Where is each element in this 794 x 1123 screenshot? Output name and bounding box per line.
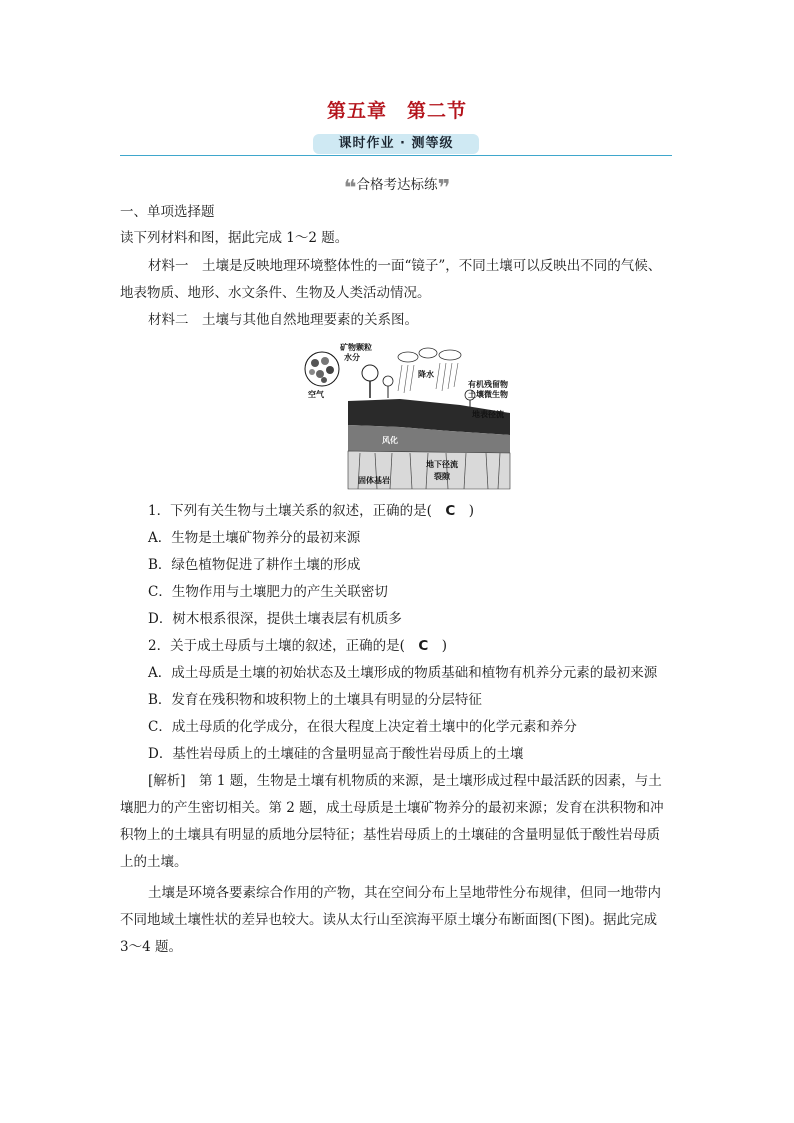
label-mineral: 矿物颗粒 [340, 343, 372, 352]
label-runoff: 地表径流 [472, 410, 504, 419]
part-title: 一、单项选择题 [120, 204, 215, 220]
question-1-prefix: 1．下列有关生物与土壤关系的叙述，正确的是( [148, 503, 446, 519]
question-2-option-b: B．发育在残积物和坡积物上的土壤具有明显的分层特征 [148, 692, 482, 708]
material-one-line1: 材料一 土壤是反映地理环境整体性的一面“镜子”，不同土壤可以反映出不同的气候、 [148, 258, 662, 274]
label-groundwater: 地下径流 [426, 460, 458, 469]
question-2-option-a: A．成土母质是土壤的初始状态及土壤形成的物质基础和植物有机养分元素的最初来源 [148, 665, 658, 681]
question-1-option-a: A．生物是土壤矿物养分的最初来源 [148, 530, 361, 546]
analysis-line3: 积物上的土壤具有明显的质地分层特征；基性岩母质上的土壤硅的含量明显低于酸性岩母质 [120, 827, 660, 843]
question-1-suffix: ) [455, 503, 475, 519]
material-one-line2: 地表物质、地形、水文条件、生物及人类活动情况。 [120, 285, 431, 301]
question-2-stem [148, 637, 447, 655]
analysis-line2: 壤肥力的产生密切相关。第 2 题，成土母质是土壤矿物养分的最初来源；发育在洪积物和冲 [120, 800, 664, 816]
label-air: 空气 [308, 390, 324, 399]
question-2-answer: C [418, 638, 429, 654]
material-two: 材料二 土壤与其他自然地理要素的关系图。 [148, 312, 418, 328]
section-tag-label: 合格考达标练 [356, 177, 438, 193]
label-rain: 降水 [418, 370, 434, 379]
question-1-option-c: C．生物作用与土壤肥力的产生关联密切 [148, 584, 388, 600]
analysis-line4: 上的土壤。 [120, 854, 188, 870]
question-1-option-b: B．绿色植物促进了耕作土壤的形成 [148, 557, 361, 573]
paragraph-line3: 3～4 题。 [120, 939, 182, 955]
label-fissure: 裂隙 [434, 472, 450, 481]
soil-particle-icon [305, 352, 339, 386]
chapter-title: 第五章 第二节 [326, 100, 467, 122]
label-organic: 有机残留物 [468, 380, 508, 389]
intro-text: 读下列材料和图，据此完成 1～2 题。 [120, 230, 349, 246]
label-microbe: 土壤微生物 [468, 390, 508, 399]
analysis-line1: [解析] 第 1 题，生物是土壤有机物质的来源，是土壤形成过程中最活跃的因素，与土 [148, 773, 662, 789]
close-quote-icon: ❞ [437, 176, 451, 201]
label-water: 水分 [344, 353, 360, 362]
question-2-prefix: 2．关于成土母质与土壤的叙述，正确的是( [148, 638, 419, 654]
label-bedrock: 固体基岩 [358, 476, 390, 485]
open-quote-icon: ❝ [343, 176, 357, 201]
label-weathering: 风化 [382, 436, 398, 445]
cloud-icon [398, 348, 461, 362]
question-1-option-d: D．树木根系很深，提供土壤表层有机质多 [148, 611, 402, 627]
question-2-option-d: D．基性岩母质上的土壤硅的含量明显高于酸性岩母质上的土壤 [148, 746, 524, 762]
question-2-option-c: C．成土母质的化学成分，在很大程度上决定着土壤中的化学元素和养分 [148, 719, 577, 735]
header-divider [120, 155, 672, 156]
question-1-answer: C [445, 503, 456, 519]
section-tag [0, 173, 794, 201]
soil-relationship-figure [300, 343, 518, 491]
question-1-stem [148, 502, 474, 520]
homework-banner: 课时作业 · 测等级 [313, 134, 479, 154]
paragraph-line2: 不同地域土壤性状的差异也较大。读从太行山至滨海平原土壤分布断面图(下图)。据此完成 [120, 912, 658, 928]
question-2-suffix: ) [428, 638, 448, 654]
paragraph-line1: 土壤是环境各要素综合作用的产物，其在空间分布上呈地带性分布规律，但同一地带内 [148, 885, 661, 901]
